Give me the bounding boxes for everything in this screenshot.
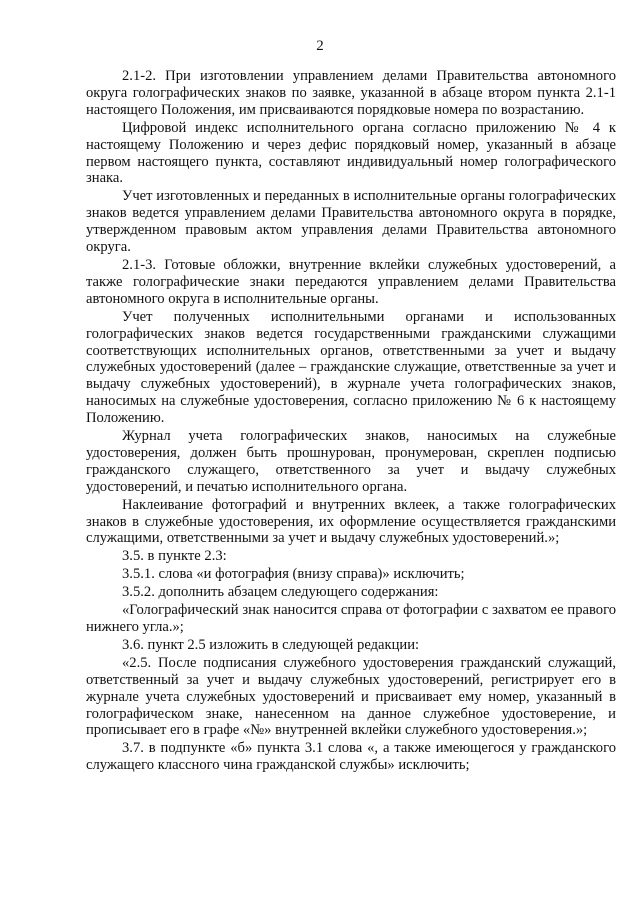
paragraph: 3.5. в пункте 2.3: <box>122 548 227 565</box>
paragraph: 2.1-3. Готовые обложки, внутренние вклейки служебных удостоверений, а также голографические знаки передаются управлением делами Правительства автономного округа в исполнительные органы. <box>86 256 616 307</box>
paragraph: 2.1-2. При изготовлении управлением делами Правительства автономного округа голографических знаков по заявке, указанной в абзаце втором пункта 2.1-1 настоящего Положения, им присваиваются порядковые номера по возрастанию. <box>86 68 616 118</box>
paragraph: Учет полученных исполнительными органами и использованных голографических знаков ведется государственными гражданскими служащими соответствующих исполнительных органов, ответственными за учет и выдачу служебных удостоверений (далее – гражданские служащие, ответственные за учет и выдачу служебных удостоверений), в журнале учета голографических знаков, наносимых на служебные удостоверения, согласно приложению № 6 к настоящему Положению. <box>86 308 616 427</box>
paragraph: 3.6. пункт 2.5 изложить в следующей редакции: <box>122 636 420 653</box>
page-number: 2 <box>316 38 324 54</box>
paragraph: Цифровой индекс исполнительного органа согласно приложению № 4 к настоящему Положению и через дефис порядковый номер, указанный в абзаце первом настоящего пункта, составляют индивидуальный номер голографического знака. <box>86 119 616 187</box>
paragraph: Учет изготовленных и переданных в исполнительные органы голографических знаков ведется управлением делами Правительства автономного округа в порядке, утвержденном правовым актом управления делами Правительства автономного округа. <box>86 188 616 256</box>
document-body <box>86 68 616 775</box>
paragraph: «2.5. После подписания служебного удостоверения гражданский служащий, ответственный за учет и выдачу служебных удостоверений, регистрирует его в журнале учета служебных удостоверений и присваивает ему номер, указанный в голографическом знаке, нанесенном на данное служебное удостоверение, и прописывает его в графе «№» внутренней вклейки служебного удостоверения.»; <box>86 654 616 739</box>
paragraph: Журнал учета голографических знаков, наносимых на служебные удостоверения, должен быть прошнурован, пронумерован, скреплен подписью гражданского служащего, ответственного за учет и выдачу служебных удостоверений, и печатью исполнительного органа. <box>86 428 616 495</box>
paragraph: Наклеивание фотографий и внутренних вклеек, а также голографических знаков в служебные удостоверения, их оформление осуществляется гражданскими служащими, ответственными за учет и выдачу служебных удостоверений.»; <box>86 496 616 547</box>
paragraph: 3.5.2. дополнить абзацем следующего содержания: <box>122 584 439 601</box>
paragraph: «Голографический знак наносится справа от фотографии с захватом ее правого нижнего угла.»; <box>86 602 616 635</box>
paragraph: 3.5.1. слова «и фотография (внизу справа)» исключить; <box>122 566 465 583</box>
paragraph: 3.7. в подпункте «б» пункта 3.1 слова «, а также имеющегося у гражданского служащего классного чина гражданской службы» исключить; <box>86 740 616 774</box>
